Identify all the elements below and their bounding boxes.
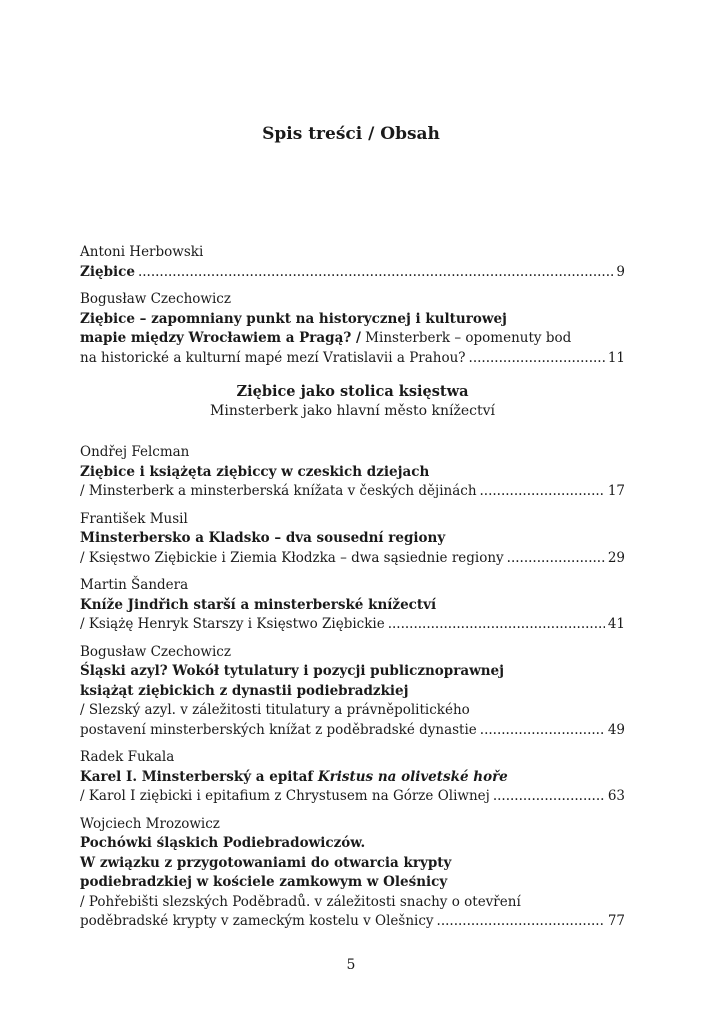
page-number: 5 (346, 957, 356, 973)
entry-page: 77 (607, 913, 625, 929)
entry-title-bold-part: Karel I. Minsterberský a epitaf (80, 768, 318, 785)
section-heading-pl: Ziębice jako stolica księstwa (236, 383, 469, 400)
entry-author: Wojciech Mrozowicz (80, 815, 220, 832)
entry-subtitle: / Slezský azyl. v záležitosti titulatury a právněpolitického (80, 702, 470, 718)
entry-title-mixed[interactable] (80, 329, 625, 349)
entry-title[interactable] (80, 768, 625, 788)
entry-subtitle: / Księstwo Ziębickie i Ziemia Kłodzka – dwa sąsiednie regiony (80, 549, 504, 566)
leader-dots (469, 349, 605, 369)
toc-entry (80, 748, 625, 807)
entry-page: 49 (607, 721, 625, 738)
table-of-contents (80, 243, 625, 932)
entry-page: 9 (616, 263, 625, 280)
entry-title[interactable]: Ziębice i książęta ziębiccy w czeskich dziejach (80, 463, 430, 480)
leader-dots (388, 615, 605, 635)
entry-subtitle: poděbradské krypty v zameckým kostelu v Olešnicy (80, 913, 434, 929)
entry-author: Martin Šandera (80, 577, 189, 593)
toc-entry (80, 576, 625, 635)
entry-title: Ziębice (80, 263, 135, 280)
entry-title-line[interactable] (80, 549, 625, 569)
entry-page: 11 (607, 349, 625, 366)
entry-title-line[interactable] (80, 912, 625, 932)
toc-entry (80, 243, 625, 282)
entry-author: Radek Fukala (80, 749, 175, 765)
leader-dots (480, 721, 605, 741)
entry-page: 63 (607, 788, 625, 804)
entry-title-italic-part: Kristus na olivetské hoře (317, 768, 508, 785)
entry-title-line[interactable] (80, 787, 625, 807)
entry-title-bold-part: mapie między Wrocławiem a Pragą? / (80, 330, 361, 346)
entry-author: Bogusław Czechowicz (80, 291, 231, 307)
leader-dots (493, 787, 605, 807)
entry-subtitle: / Książę Henryk Starszy i Księstwo Ziębickie (80, 616, 385, 632)
entry-title[interactable]: W związku z przygotowaniami do otwarcia krypty (80, 854, 452, 871)
entry-page: 41 (607, 616, 625, 632)
entry-subtitle-part: Minsterberk – opomenuty bod (360, 330, 572, 346)
leader-dots (480, 482, 605, 502)
entry-title-line[interactable] (80, 263, 625, 283)
leader-dots (507, 549, 605, 569)
entry-title[interactable]: Kníže Jindřich starší a minsterberské knížectví (80, 596, 437, 613)
page-title: Spis treści / Obsah (262, 124, 440, 144)
entry-author: Antoni Herbowski (80, 244, 204, 260)
entry-title-line[interactable] (80, 721, 625, 741)
entry-page: 29 (607, 549, 625, 566)
entry-author: František Musil (80, 510, 188, 527)
entry-title[interactable]: Pochówki śląskich Podiebradowiczów. (80, 835, 366, 851)
entry-subtitle: / Minsterberk a minsterberská knížata v českých dějinách (80, 483, 477, 499)
entry-title[interactable]: Minsterbersko a Kladsko – dva sousední regiony (80, 530, 446, 546)
entry-title-line[interactable] (80, 349, 625, 369)
entry-subtitle: postavení minsterberských knížat z poděbradské dynastie (80, 721, 477, 738)
entry-page: 17 (607, 483, 625, 499)
entry-author: Ondřej Felcman (80, 444, 190, 460)
entry-title[interactable]: Ziębice – zapomniany punkt na historycznej i kulturowej (80, 310, 507, 327)
toc-entry (80, 290, 625, 368)
entry-title[interactable]: podiebradzkiej w kościele zamkowym w Oleśnicy (80, 874, 448, 890)
entry-author: Bogusław Czechowicz (80, 643, 231, 660)
entry-subtitle: na historické a kulturní mapé mezí Vratislavii a Prahou? (80, 349, 466, 366)
entry-subtitle: / Pohřebišti slezských Poděbradů. v záležitosti snachy o otevření (80, 893, 521, 910)
leader-dots (437, 912, 605, 932)
leader-dots (138, 263, 613, 283)
toc-entry (80, 443, 625, 502)
section-heading-cs: Minsterberk jako hlavní město knížectví (210, 402, 495, 419)
entry-title[interactable]: Śląski azyl? Wokół tytulatury i pozycji publicznoprawnej (80, 663, 505, 679)
section-heading (80, 382, 625, 421)
toc-entry (80, 510, 625, 569)
toc-entry (80, 643, 625, 741)
entry-subtitle: / Karol I ziębicki i epitafium z Chrystusem na Górze Oliwnej (80, 788, 490, 804)
entry-title-line[interactable] (80, 482, 625, 502)
toc-entry (80, 815, 625, 932)
entry-title-line[interactable] (80, 615, 625, 635)
entry-title[interactable]: książąt ziębickich z dynastii podiebradzkiej (80, 682, 409, 699)
